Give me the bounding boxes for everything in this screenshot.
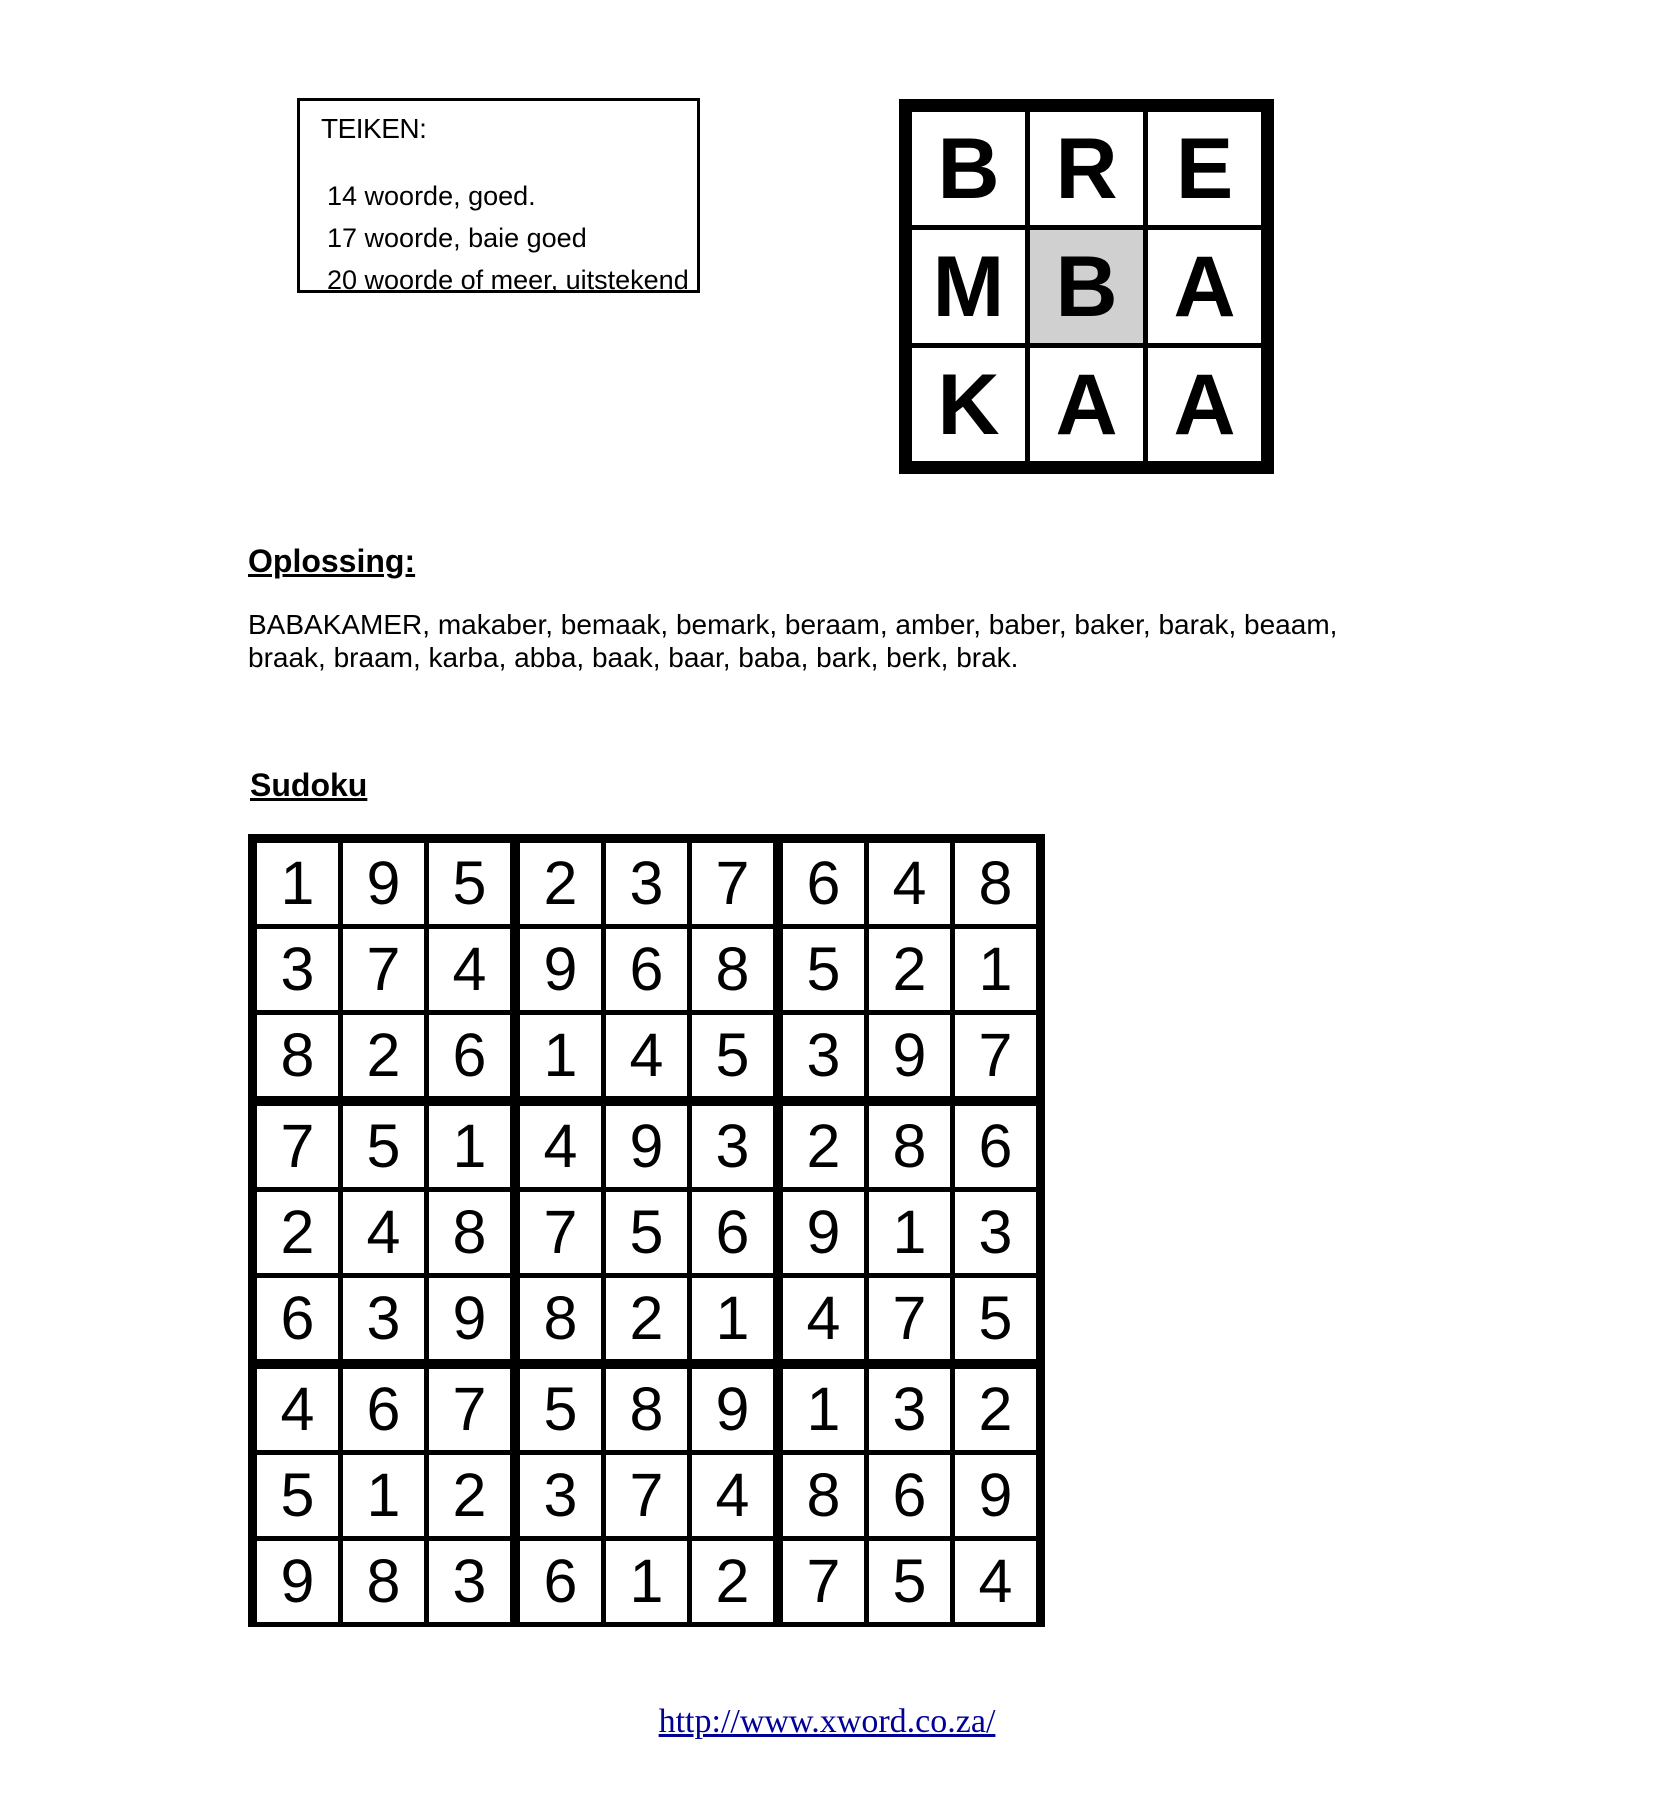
sudoku-cell: 5 xyxy=(520,1369,601,1450)
sudoku-cell: 6 xyxy=(429,1015,510,1096)
target-line: 17 woorde, baie goed xyxy=(327,223,587,253)
sudoku-cell: 9 xyxy=(606,1106,687,1187)
sudoku-cell: 4 xyxy=(955,1541,1036,1622)
sudoku-cell: 9 xyxy=(429,1278,510,1359)
sudoku-cell: 5 xyxy=(783,929,864,1010)
sudoku-cell: 5 xyxy=(257,1455,338,1536)
target-score-box xyxy=(297,98,700,293)
sudoku-cell: 9 xyxy=(869,1015,950,1096)
sudoku-cell: 5 xyxy=(692,1015,773,1096)
sudoku-cell: 3 xyxy=(692,1106,773,1187)
sudoku-cell: 4 xyxy=(606,1015,687,1096)
sudoku-cell: 1 xyxy=(692,1278,773,1359)
sudoku-cell: 9 xyxy=(955,1455,1036,1536)
sudoku-cell: 1 xyxy=(783,1369,864,1450)
letter-cell: A xyxy=(1030,348,1143,461)
website-link[interactable]: http://www.xword.co.za/ xyxy=(658,1703,996,1740)
sudoku-cell: 2 xyxy=(429,1455,510,1536)
sudoku-cell: 2 xyxy=(869,929,950,1010)
sudoku-cell: 9 xyxy=(520,929,601,1010)
letter-cell: R xyxy=(1030,112,1143,225)
sudoku-cell: 5 xyxy=(429,843,510,924)
sudoku-cell: 3 xyxy=(869,1369,950,1450)
sudoku-box xyxy=(257,1369,510,1622)
sudoku-cell: 6 xyxy=(869,1455,950,1536)
sudoku-grid xyxy=(248,834,1045,1627)
sudoku-cell: 3 xyxy=(955,1192,1036,1273)
letter-grid xyxy=(899,99,1274,474)
sudoku-box xyxy=(520,1369,773,1622)
sudoku-box xyxy=(257,1106,510,1359)
sudoku-cell: 7 xyxy=(692,843,773,924)
sudoku-cell: 8 xyxy=(955,843,1036,924)
sudoku-cell: 5 xyxy=(343,1106,424,1187)
solution-line: braak, braam, karba, abba, baak, baar, baba, bark, berk, brak. xyxy=(248,642,1019,673)
sudoku-cell: 2 xyxy=(520,843,601,924)
sudoku-cell: 8 xyxy=(606,1369,687,1450)
sudoku-cell: 8 xyxy=(429,1192,510,1273)
sudoku-cell: 4 xyxy=(520,1106,601,1187)
sudoku-cell: 3 xyxy=(343,1278,424,1359)
sudoku-cell: 7 xyxy=(606,1455,687,1536)
sudoku-cell: 4 xyxy=(429,929,510,1010)
solution-line: BABAKAMER, makaber, bemaak, bemark, beraam, amber, baber, baker, barak, beaam, xyxy=(248,609,1338,640)
sudoku-cell: 1 xyxy=(606,1541,687,1622)
sudoku-cell: 8 xyxy=(692,929,773,1010)
sudoku-cell: 4 xyxy=(869,843,950,924)
sudoku-cell: 4 xyxy=(692,1455,773,1536)
sudoku-cell: 9 xyxy=(692,1369,773,1450)
sudoku-box xyxy=(783,843,1036,1096)
sudoku-cell: 6 xyxy=(955,1106,1036,1187)
letter-cell: A xyxy=(1148,230,1261,343)
sudoku-cell: 2 xyxy=(257,1192,338,1273)
target-box-title: TEIKEN: xyxy=(321,113,427,144)
sudoku-cell: 9 xyxy=(783,1192,864,1273)
sudoku-cell: 7 xyxy=(783,1541,864,1622)
sudoku-cell: 6 xyxy=(606,929,687,1010)
letter-cell: B xyxy=(912,112,1025,225)
sudoku-cell: 7 xyxy=(520,1192,601,1273)
sudoku-cell: 1 xyxy=(343,1455,424,1536)
letter-cell: K xyxy=(912,348,1025,461)
sudoku-cell: 1 xyxy=(869,1192,950,1273)
sudoku-cell: 3 xyxy=(257,929,338,1010)
sudoku-box xyxy=(783,1106,1036,1359)
sudoku-cell: 8 xyxy=(343,1541,424,1622)
sudoku-box xyxy=(520,1106,773,1359)
solution-word-list xyxy=(248,608,1337,674)
sudoku-cell: 1 xyxy=(429,1106,510,1187)
sudoku-box xyxy=(257,843,510,1096)
sudoku-cell: 3 xyxy=(429,1541,510,1622)
letter-cell: M xyxy=(912,230,1025,343)
sudoku-cell: 1 xyxy=(955,929,1036,1010)
sudoku-heading: Sudoku xyxy=(250,767,368,803)
sudoku-cell: 5 xyxy=(869,1541,950,1622)
letter-cell: B xyxy=(1030,230,1143,343)
sudoku-cell: 4 xyxy=(257,1369,338,1450)
sudoku-cell: 3 xyxy=(606,843,687,924)
target-line: 14 woorde, goed. xyxy=(327,181,536,211)
target-line: 20 woorde of meer, uitstekend xyxy=(327,265,689,295)
sudoku-cell: 7 xyxy=(343,929,424,1010)
sudoku-cell: 1 xyxy=(520,1015,601,1096)
sudoku-cell: 8 xyxy=(520,1278,601,1359)
sudoku-cell: 6 xyxy=(692,1192,773,1273)
sudoku-cell: 4 xyxy=(343,1192,424,1273)
sudoku-cell: 5 xyxy=(606,1192,687,1273)
sudoku-cell: 6 xyxy=(343,1369,424,1450)
sudoku-cell: 2 xyxy=(783,1106,864,1187)
sudoku-cell: 6 xyxy=(257,1278,338,1359)
solution-heading: Oplossing: xyxy=(248,543,416,579)
sudoku-cell: 6 xyxy=(520,1541,601,1622)
sudoku-cell: 7 xyxy=(869,1278,950,1359)
sudoku-cell: 3 xyxy=(783,1015,864,1096)
sudoku-cell: 9 xyxy=(343,843,424,924)
sudoku-cell: 7 xyxy=(955,1015,1036,1096)
letter-cell: A xyxy=(1148,348,1261,461)
sudoku-cell: 2 xyxy=(955,1369,1036,1450)
sudoku-cell: 5 xyxy=(955,1278,1036,1359)
target-box-lines xyxy=(327,175,689,301)
sudoku-cell: 8 xyxy=(783,1455,864,1536)
letter-cell: E xyxy=(1148,112,1261,225)
sudoku-box xyxy=(520,843,773,1096)
sudoku-box xyxy=(783,1369,1036,1622)
sudoku-cell: 4 xyxy=(783,1278,864,1359)
sudoku-cell: 8 xyxy=(257,1015,338,1096)
sudoku-cell: 8 xyxy=(869,1106,950,1187)
sudoku-cell: 1 xyxy=(257,843,338,924)
sudoku-cell: 7 xyxy=(257,1106,338,1187)
sudoku-cell: 2 xyxy=(692,1541,773,1622)
sudoku-cell: 2 xyxy=(606,1278,687,1359)
sudoku-cell: 9 xyxy=(257,1541,338,1622)
sudoku-cell: 7 xyxy=(429,1369,510,1450)
sudoku-cell: 3 xyxy=(520,1455,601,1536)
sudoku-cell: 6 xyxy=(783,843,864,924)
sudoku-cell: 2 xyxy=(343,1015,424,1096)
footer xyxy=(0,1703,1654,1741)
